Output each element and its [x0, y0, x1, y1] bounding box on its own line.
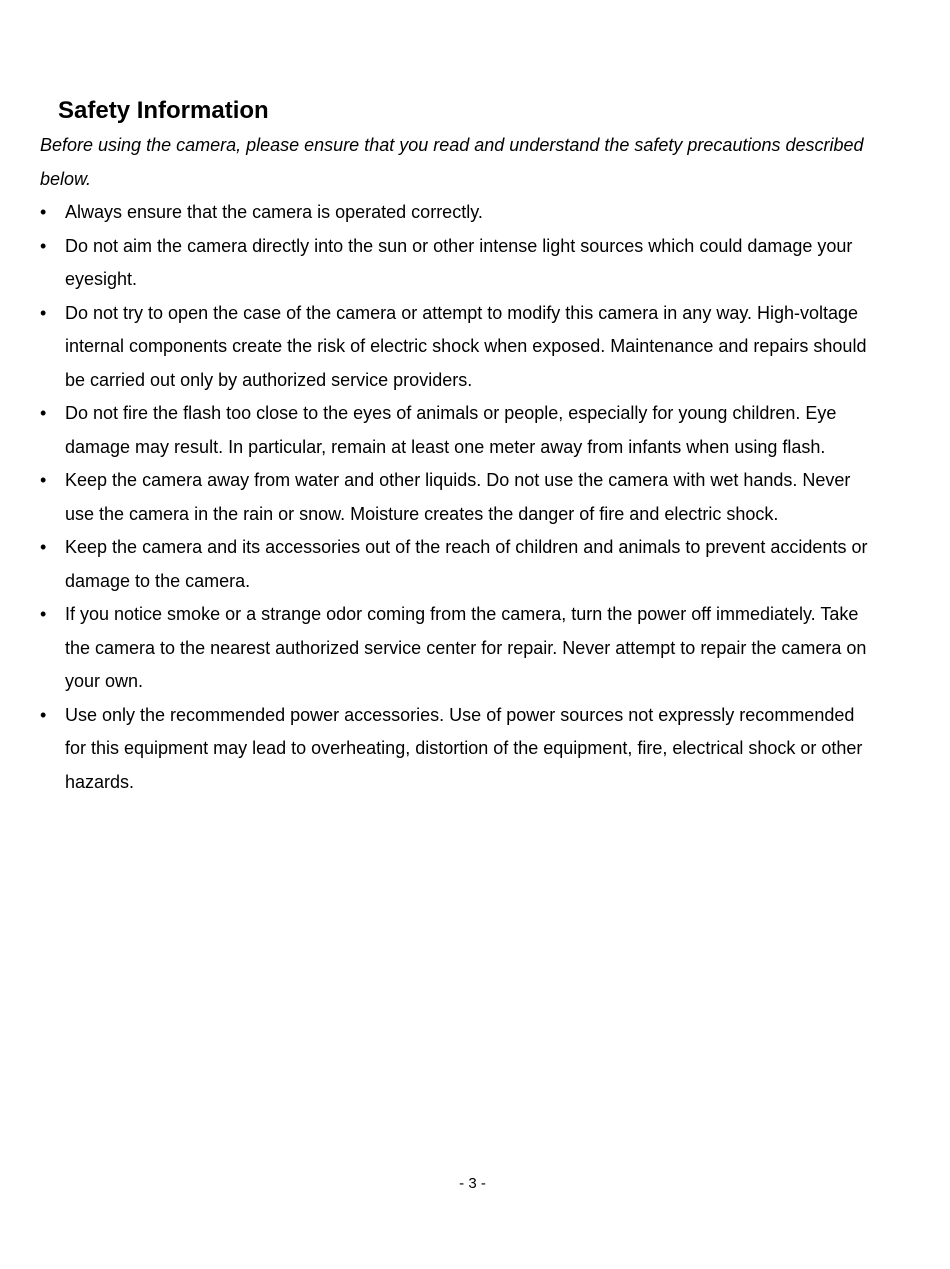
list-item — [40, 397, 880, 464]
page-title: Safety Information — [58, 97, 269, 124]
bullet-icon: • — [40, 235, 47, 256]
bullet-icon: • — [40, 202, 47, 222]
list-item-text: Keep the camera and its accessories out of the reach of children and animals to prevent accidents or damage to the camera. — [65, 537, 868, 591]
list-item — [40, 531, 880, 598]
list-item-text: Use only the recommended power accessories. Use of power sources not expressly recommended for this equipment may lead to overheating, distortion of the equipment, fire, electrical shock or other hazards. — [65, 704, 863, 792]
intro-paragraph: Before using the camera, please ensure that you read and understand the safety precautions described below. — [40, 135, 864, 189]
bullet-icon: • — [40, 302, 47, 323]
list-item — [40, 699, 880, 800]
page-number: - 3 - — [459, 1175, 486, 1192]
list-item-text: If you notice smoke or a strange odor coming from the camera, turn the power off immediately. Take the camera to the nearest authorized service center for repair. Never attempt to repair the camera on your own. — [65, 604, 867, 691]
list-item-text: Do not try to open the case of the camera or attempt to modify this camera in any way. High-voltage internal components create the risk of electric shock when exposed. Maintenance and repairs should be carried out only by authorized service providers. — [65, 302, 867, 390]
bullet-icon: • — [40, 537, 47, 557]
bullet-icon: • — [40, 604, 47, 624]
safety-list — [40, 196, 880, 799]
bullet-icon: • — [40, 403, 47, 423]
list-item — [40, 464, 880, 531]
list-item — [40, 297, 880, 398]
list-item — [40, 230, 880, 297]
list-item-text: Keep the camera away from water and other liquids. Do not use the camera with wet hands. Never use the camera in the rain or snow. Moisture creates the danger of fire and electric shock. — [65, 470, 851, 524]
bullet-icon: • — [40, 470, 47, 490]
list-item — [40, 196, 880, 230]
bullet-icon: • — [40, 704, 47, 725]
list-item-text: Do not aim the camera directly into the sun or other intense light sources which could damage your eyesight. — [65, 235, 853, 289]
list-item — [40, 598, 880, 699]
list-item-text: Always ensure that the camera is operated correctly. — [65, 202, 483, 222]
list-item-text: Do not fire the flash too close to the eyes of animals or people, especially for young children. Eye damage may result. In particular, remain at least one meter away from infants when using flash. — [65, 403, 837, 457]
